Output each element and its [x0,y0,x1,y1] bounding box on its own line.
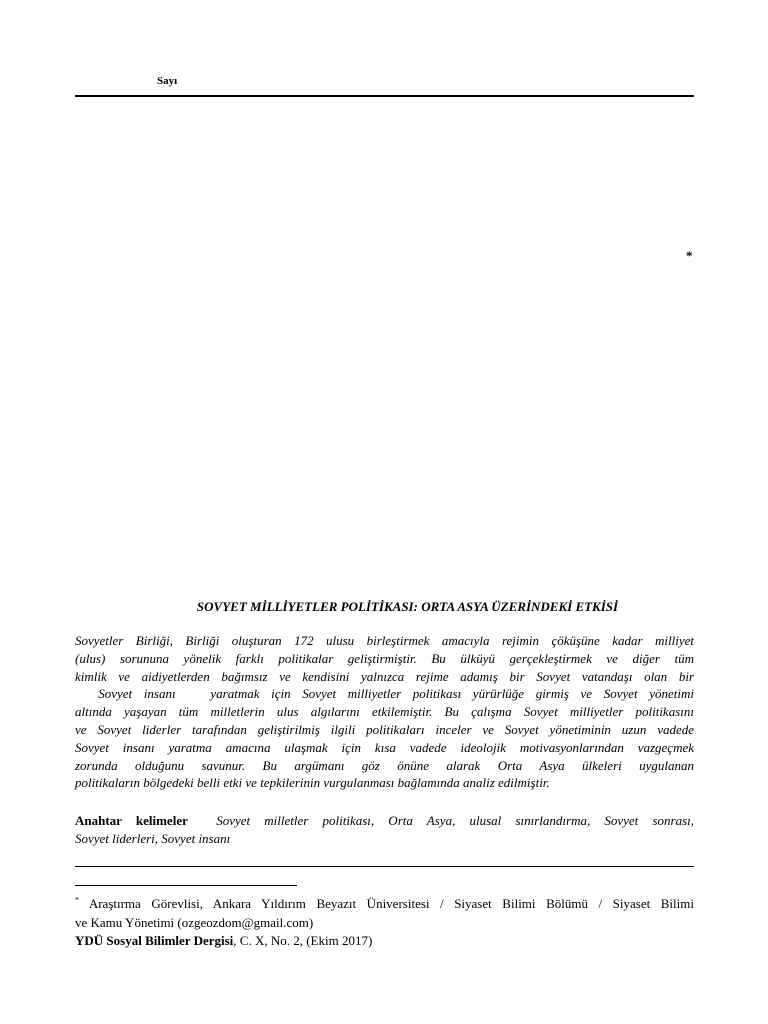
abstract-line: Sovyet insanı yaratmak için Sovyet milliyetler politikası yürürlüğe girmiş ve Sovyet yönetimi [75,686,694,702]
abstract-line: ve Sovyet liderler tarafından geliştirilmiş ilgili politikaları inceler ve Sovyet yönetiminin uzun vadede [75,721,694,737]
abstract-line: kimlik ve aidiyetlerden bağımsız ve kendisini yalnızca rejime adamış bir Sovyet vatandaşı olan bir [75,668,694,684]
running-header-label: Sayı [157,75,178,87]
journal-name: YDÜ Sosyal Bilimler Dergisi [75,933,234,948]
keywords [75,812,694,848]
footnote-line: ve Kamu Yönetimi (ozgeozdom@gmail.com) [75,914,314,930]
header-rule [75,95,694,97]
author-affiliation: Araştırma Görevlisi, Ankara Yıldırım Beyazıt Üniversitesi / Siyaset Bilimi Bölümü / Siyaset Bilimi [88,896,694,911]
footnote [75,895,694,951]
keywords-label: Anahtar kelimeler [75,813,188,828]
keywords-text: Sovyet milletler politikası, Orta Asya, ulusal sınırlandırma, Sovyet sonrası, [216,813,695,828]
footnote-line [75,895,694,914]
keywords-line: Sovyet liderleri, Sovyet insanı [75,831,231,846]
abstract-line: zorunda olduğunu savunur. Bu argümanı göz önüne alarak Orta Asya ülkeleri uygulanan [75,757,694,773]
journal-details: , C. X, No. 2, (Ekim 2017) [233,933,373,948]
abstract-line: (ulus) sorununa yönelik farklı politikalar geliştirmiştir. Bu ülküyü gerçekleştirmek ve diğer tüm [75,650,694,666]
journal-citation [75,932,694,951]
keywords-line [75,812,694,830]
abstract-line: altında yaşayan tüm milletlerin ulus algılarını etkilemiştir. Bu çalışma Sovyet milliyetler politikasını [75,704,694,720]
abstract-line: politikaların bölgedeki belli etki ve tepkilerinin vurgulanması bağlamında analiz edilmiştir. [75,775,550,791]
section-rule [75,866,694,867]
title-footnote-marker: * [686,248,693,263]
footnote-marker: * [75,895,79,905]
abstract-line: Sovyetler Birliği, Birliği oluşturan 172 ulusu birleştirmek amacıyla rejimin çöküşüne kadar milliyet [75,633,694,648]
abstract-line: Sovyet insanı yaratma amacına ulaşmak için kısa vadede ideolojik motivasyonlarından vazgeçmek [75,739,694,755]
footnote-separator [75,885,297,886]
abstract [75,632,694,792]
article-title: SOVYET MİLLİYETLER POLİTİKASI: ORTA ASYA ÜZERİNDEKİ ETKİSİ [196,599,619,614]
